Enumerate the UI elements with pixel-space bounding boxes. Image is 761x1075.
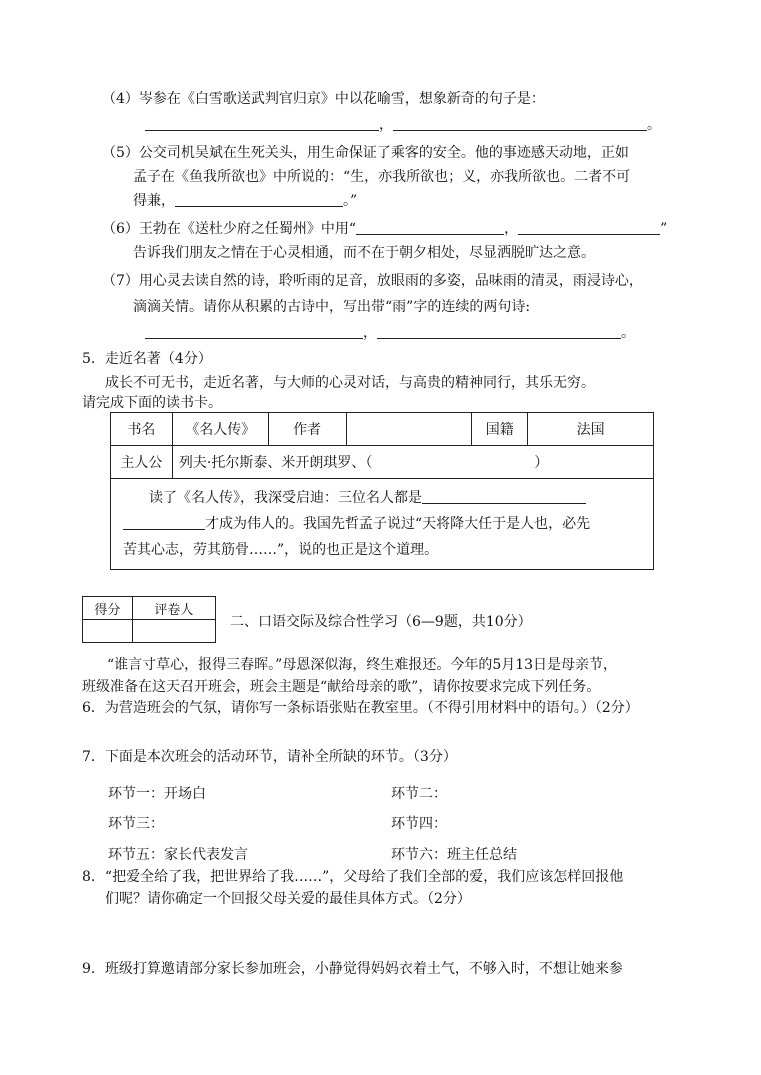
question-7: 7．下面是本次班会的活动环节，请补全所缺的环节。（3分） [82, 749, 457, 765]
answer-blank[interactable] [377, 324, 621, 339]
q6-sep: ， [504, 221, 519, 237]
notes-line1 [123, 485, 641, 511]
answer-blank[interactable] [422, 489, 586, 504]
q6-prefix: （6）王勃在《送杜少府之任蜀州》中用“ [102, 221, 357, 237]
notes-line3: 苦其心志，劳其筋骨……”，说的也正是这个道理。 [123, 542, 439, 558]
q6-line2: 告诉我们朋友之情在于心灵相通，而不在于朝夕相处，尽显洒脱旷达之意。 [133, 245, 595, 261]
notes-line2 [123, 511, 641, 537]
author-input[interactable] [346, 413, 472, 446]
question-9: 9．班级打算邀请部分家长参加班会，小静觉得妈妈衣着土气，不够入时，不想让她来参 [82, 961, 623, 977]
q5-line3-end: 。” [343, 193, 358, 209]
q7-line3 [145, 324, 635, 342]
step-2: 环节二： [391, 786, 447, 802]
answer-blank[interactable] [518, 220, 660, 235]
q4-end: 。 [647, 117, 661, 133]
nation-label: 国籍 [472, 413, 528, 446]
part2-title: 二、口语交际及综合性学习（6—9题，共10分） [230, 614, 532, 630]
question-8-line2: 们呢？请你确定一个回报父母关爱的最佳具体方式。（2分） [105, 891, 471, 907]
step-5: 环节五：家长代表发言 [108, 847, 248, 863]
step-6: 环节六：班主任总结 [391, 847, 517, 863]
q7-line2: 滴滴关情。请你从积累的古诗中，写出带“雨”字的连续的两句诗: [133, 299, 531, 315]
hero-label: 主人公 [111, 446, 173, 479]
score-label: 得分 [83, 597, 133, 620]
hero-cell [172, 446, 653, 479]
q5-line2: 孟子在《鱼我所欲也》中所说的：“生，亦我所欲也；义，亦我所欲也。二者不可 [133, 169, 631, 185]
answer-blank[interactable] [145, 116, 379, 131]
score-box [82, 596, 216, 643]
nation-value: 法国 [528, 413, 654, 446]
hero-close: ） [534, 455, 549, 471]
step-3: 环节三： [108, 816, 164, 832]
grader-label: 评卷人 [132, 597, 215, 620]
answer-blank[interactable] [356, 220, 504, 235]
answer-blank[interactable] [393, 116, 647, 131]
q5-line3-prefix: 得兼， [133, 193, 175, 209]
q4-line2 [145, 116, 661, 134]
step-4: 环节四： [391, 816, 447, 832]
notes-text2: 才成为伟人的。我国先哲孟子说过“天将降大任于是人也，必先 [205, 516, 591, 532]
q7-end: 。 [621, 325, 635, 341]
section5-para1: 成长不可无书，走近名著，与大师的心灵对话，与高贵的精神同行，其乐无穷。 [105, 375, 595, 391]
q7-line1: （7）用心灵去读自然的诗，聆听雨的足音，放眼雨的多姿，品味雨的清灵，雨浸诗心， [102, 273, 643, 289]
score-cell[interactable] [83, 620, 133, 643]
part2-intro2: 班级准备在这天召开班会，班会主题是“献给母亲的歌”，请你按要求完成下列任务。 [82, 679, 601, 695]
q6-end: ” [660, 221, 668, 237]
question-8-line1: 8．“把爱全给了我，把世界给了我……”，父母给了我们全部的爱，我们应该怎样回报他 [82, 869, 624, 885]
hero-value: 列夫·托尔斯泰、米开朗琪罗、（ [178, 455, 373, 471]
notes-text1: 读了《名人传》，我深受启迪：三位名人都是 [149, 490, 422, 506]
book-value: 《名人传》 [172, 413, 268, 446]
q4-sep: ， [379, 117, 393, 133]
card-notes [111, 479, 654, 570]
section5-para2: 请完成下面的读书卡。 [82, 395, 222, 411]
reading-card [110, 412, 654, 570]
q5-line3 [133, 192, 357, 210]
answer-blank[interactable] [175, 192, 343, 207]
q7-sep: ， [363, 325, 377, 341]
q4-line1: （4）岑参在《白雪歌送武判官归京》中以花喻雪，想象新奇的句子是： [102, 91, 545, 107]
q5-line1: （5）公交司机吴斌在生死关头，用生命保证了乘客的安全。他的事迹感天动地，正如 [102, 145, 629, 161]
q6-line1 [102, 220, 667, 238]
author-label: 作者 [268, 413, 346, 446]
answer-blank[interactable] [123, 515, 205, 530]
book-label: 书名 [111, 413, 173, 446]
section5-title: 5．走近名著（4分） [82, 351, 212, 367]
question-6: 6．为营造班会的气氛，请你写一条标语张贴在教室里。（不得引用材料中的语句。）（2分） [82, 700, 639, 716]
grader-cell[interactable] [132, 620, 215, 643]
part2-intro1: “谁言寸草心，报得三春晖。”母恩深似海，终生难报还。今年的5月13日是母亲节， [107, 657, 618, 673]
answer-blank[interactable] [145, 324, 363, 339]
step-1: 环节一：开场白 [108, 786, 206, 802]
